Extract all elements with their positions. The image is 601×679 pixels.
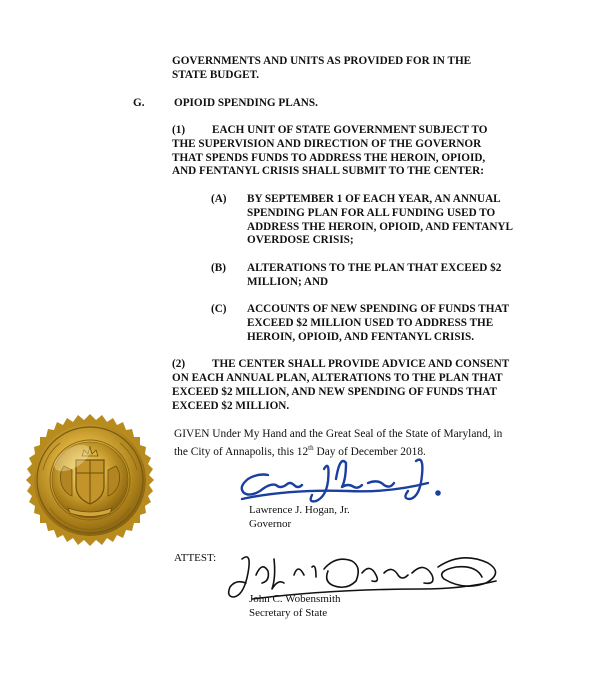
item-b-line-2: MILLION; AND	[247, 276, 329, 288]
para1-line-4: AND FENTANYL CRISIS SHALL SUBMIT TO THE CENTER:	[172, 165, 484, 177]
para2-line-4: EXCEED $2 MILLION.	[172, 400, 290, 412]
secretary-title: Secretary of State	[249, 607, 328, 619]
given-line-2-post: Day of December 2018.	[313, 445, 426, 458]
item-a-label: (A)	[211, 193, 227, 205]
great-seal-of-maryland-icon	[20, 410, 160, 550]
given-day: 12	[296, 445, 309, 458]
item-c-line-3: HEROIN, OPIOID, AND FENTANYL CRISIS.	[247, 331, 474, 343]
item-a-line-3: ADDRESS THE HEROIN, OPIOID, AND FENTANYL	[247, 221, 513, 233]
attest-label: ATTEST:	[174, 552, 217, 564]
given-line-2-pre: the City of Annapolis, this	[174, 445, 297, 458]
para1-line-3: THAT SPENDS FUNDS TO ADDRESS THE HEROIN, OPIOID,	[172, 152, 486, 164]
item-c-line-1: ACCOUNTS OF NEW SPENDING OF FUNDS THAT	[247, 303, 510, 315]
para1-number: (1)	[172, 124, 186, 136]
governor-title: Governor	[249, 518, 292, 530]
para2-line-1: THE CENTER SHALL PROVIDE ADVICE AND CONSENT	[212, 358, 510, 370]
governor-name: Lawrence J. Hogan, Jr.	[249, 504, 350, 516]
para2-line-2: ON EACH ANNUAL PLAN, ALTERATIONS TO THE PLAN THAT	[172, 372, 503, 384]
para2-number: (2)	[172, 358, 186, 370]
secretary-name: John C. Wobensmith	[249, 593, 341, 605]
item-a-line-1: BY SEPTEMBER 1 OF EACH YEAR, AN ANNUAL	[247, 193, 501, 205]
item-a-line-4: OVERDOSE CRISIS;	[247, 234, 354, 246]
section-g-label: G.	[133, 97, 145, 109]
governor-signature	[228, 445, 458, 505]
item-b-line-1: ALTERATIONS TO THE PLAN THAT EXCEED $2	[247, 262, 502, 274]
item-c-line-2: EXCEED $2 MILLION USED TO ADDRESS THE	[247, 317, 494, 329]
para1-line-2: THE SUPERVISION AND DIRECTION OF THE GOVERNOR	[172, 138, 482, 150]
item-b-label: (B)	[211, 262, 226, 274]
given-day-suffix: th	[308, 444, 314, 452]
intro-line-1: GOVERNMENTS AND UNITS AS PROVIDED FOR IN THE	[172, 55, 472, 67]
item-a-line-2: SPENDING PLAN FOR ALL FUNDING USED TO	[247, 207, 496, 219]
section-g-title: OPIOID SPENDING PLANS.	[174, 97, 318, 109]
para1-line-1: EACH UNIT OF STATE GOVERNMENT SUBJECT TO	[212, 124, 488, 136]
given-line-1: GIVEN Under My Hand and the Great Seal of the State of Maryland, in	[174, 428, 503, 440]
item-c-label: (C)	[211, 303, 227, 315]
intro-line-2: STATE BUDGET.	[172, 69, 260, 81]
para2-line-3: EXCEED $2 MILLION, AND NEW SPENDING OF FUNDS THAT	[172, 386, 497, 398]
